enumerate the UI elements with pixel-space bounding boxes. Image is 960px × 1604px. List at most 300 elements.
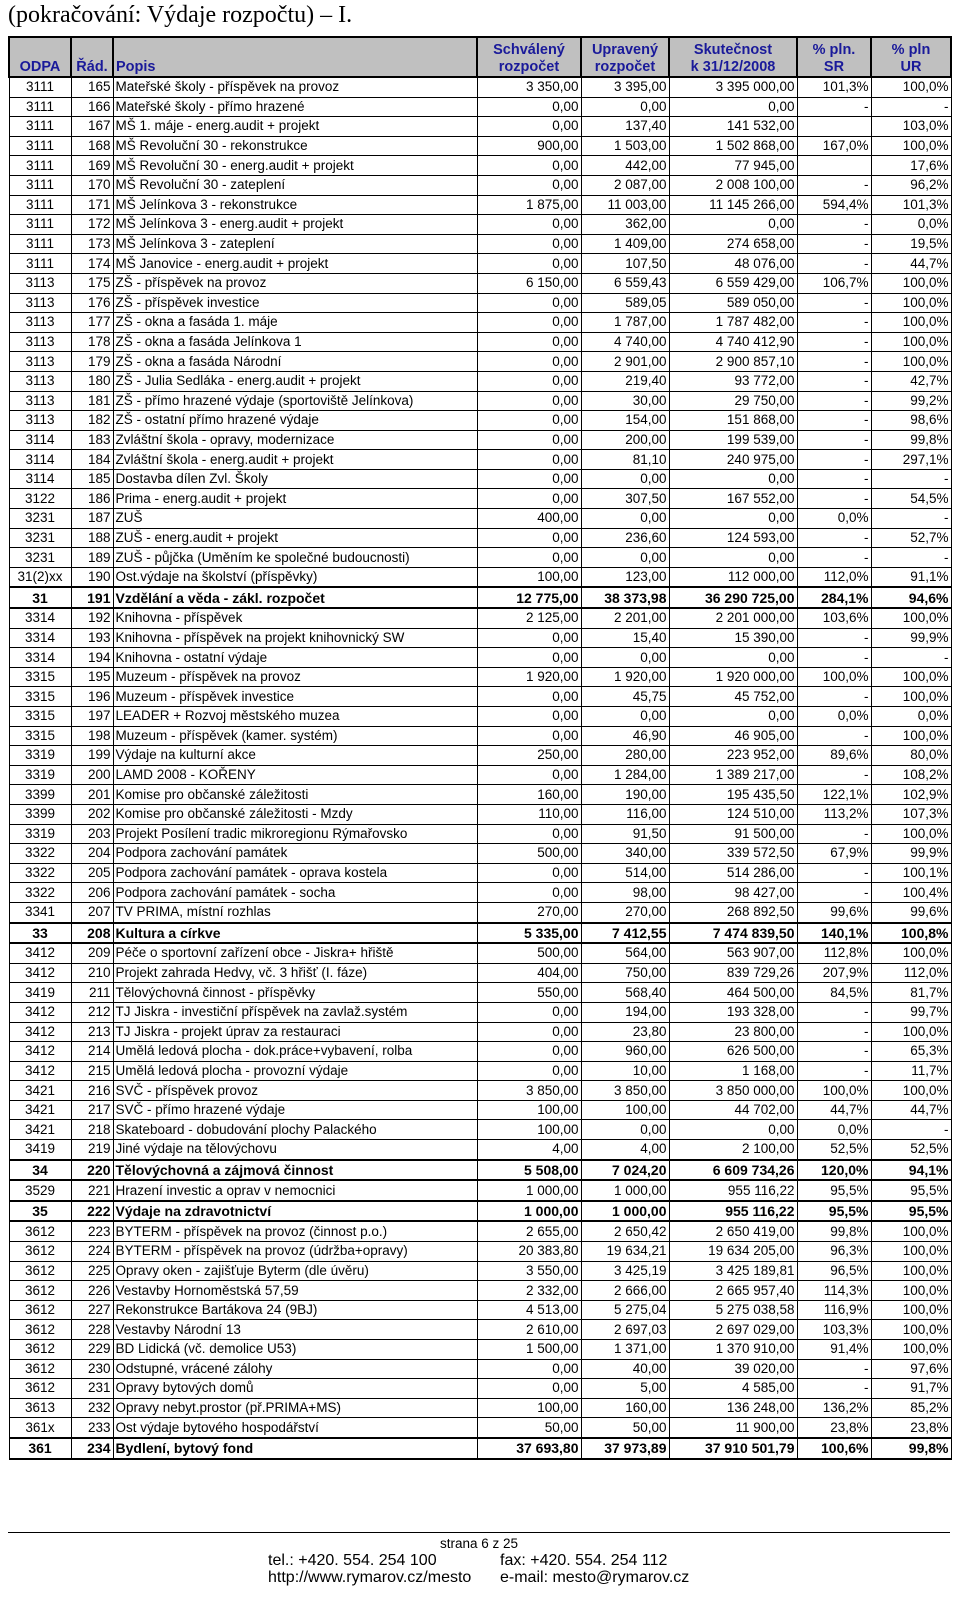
cell-schvaleny: 500,00 <box>477 844 581 864</box>
cell-upraveny: 15,40 <box>581 628 669 648</box>
cell-upraveny: 564,00 <box>581 943 669 963</box>
cell-schvaleny: 3 350,00 <box>477 77 581 97</box>
cell-upraveny: 137,40 <box>581 117 669 137</box>
cell-skutecnost: 37 910 501,79 <box>669 1438 797 1459</box>
cell-rad: 189 <box>71 548 113 568</box>
cell-odpa: 3612 <box>9 1300 71 1320</box>
cell-schvaleny: 2 125,00 <box>477 608 581 628</box>
cell-schvaleny: 0,00 <box>477 1022 581 1042</box>
cell-rad: 167 <box>71 117 113 137</box>
cell-pln-ur: 99,9% <box>871 844 951 864</box>
cell-rad: 205 <box>71 863 113 883</box>
cell-rad: 195 <box>71 667 113 687</box>
cell-pln-ur: 54,5% <box>871 489 951 509</box>
cell-rad: 207 <box>71 902 113 922</box>
cell-upraveny: 514,00 <box>581 863 669 883</box>
cell-skutecnost: 955 116,22 <box>669 1201 797 1222</box>
cell-pln-sr: - <box>797 863 871 883</box>
cell-rad: 193 <box>71 628 113 648</box>
cell-pln-ur: 100,0% <box>871 667 951 687</box>
table-row <box>9 1300 951 1320</box>
cell-upraveny: 50,00 <box>581 1418 669 1438</box>
cell-rad: 166 <box>71 97 113 117</box>
table-row <box>9 1022 951 1042</box>
cell-schvaleny: 110,00 <box>477 804 581 824</box>
cell-rad: 200 <box>71 765 113 785</box>
cell-popis: ZŠ - Julia Sedláka - energ.audit + projekt <box>113 371 477 391</box>
cell-odpa: 3113 <box>9 293 71 313</box>
cell-pln-sr: 96,3% <box>797 1242 871 1262</box>
cell-skutecnost: 44 702,00 <box>669 1100 797 1120</box>
cell-skutecnost: 514 286,00 <box>669 863 797 883</box>
cell-skutecnost: 268 892,50 <box>669 902 797 922</box>
cell-pln-ur: 99,8% <box>871 1438 951 1459</box>
cell-odpa: 3412 <box>9 1022 71 1042</box>
cell-upraveny: 0,00 <box>581 707 669 727</box>
table-row <box>9 1042 951 1062</box>
cell-rad: 228 <box>71 1320 113 1340</box>
table-body <box>9 77 951 1459</box>
cell-popis: Zvláštní škola - opravy, modernizace <box>113 430 477 450</box>
cell-pln-sr: - <box>797 411 871 431</box>
cell-upraveny: 2 697,03 <box>581 1320 669 1340</box>
cell-pln-sr: - <box>797 1002 871 1022</box>
cell-rad: 223 <box>71 1221 113 1241</box>
cell-skutecnost: 45 752,00 <box>669 687 797 707</box>
cell-schvaleny: 0,00 <box>477 293 581 313</box>
cell-rad: 213 <box>71 1022 113 1042</box>
cell-pln-ur: 0,0% <box>871 215 951 235</box>
cell-upraveny: 1 503,00 <box>581 136 669 156</box>
footer-email-link[interactable]: e-mail: mesto@rymarov.cz <box>500 1569 690 1586</box>
cell-odpa: 3113 <box>9 273 71 293</box>
cell-upraveny: 6 559,43 <box>581 273 669 293</box>
cell-pln-ur: 44,7% <box>871 1100 951 1120</box>
cell-rad: 198 <box>71 726 113 746</box>
cell-pln-sr: 91,4% <box>797 1340 871 1360</box>
cell-upraveny: 236,60 <box>581 528 669 548</box>
cell-popis: Umělá ledová plocha - dok.práce+vybavení, rolba <box>113 1042 477 1062</box>
cell-skutecnost: 11 900,00 <box>669 1418 797 1438</box>
cell-upraveny: 3 425,19 <box>581 1261 669 1281</box>
col-rad-header: Řád. <box>71 37 113 77</box>
cell-upraveny: 4,00 <box>581 1140 669 1160</box>
cell-pln-sr: 100,0% <box>797 1081 871 1101</box>
cell-rad: 201 <box>71 785 113 805</box>
table-row <box>9 1398 951 1418</box>
cell-rad: 218 <box>71 1120 113 1140</box>
cell-upraveny: 11 003,00 <box>581 195 669 215</box>
table-row <box>9 943 951 963</box>
cell-pln-sr: 114,3% <box>797 1281 871 1301</box>
cell-rad: 230 <box>71 1359 113 1379</box>
cell-odpa: 3111 <box>9 156 71 176</box>
cell-rad: 184 <box>71 450 113 470</box>
cell-rad: 211 <box>71 983 113 1003</box>
cell-odpa: 3314 <box>9 648 71 668</box>
cell-skutecnost: 46 905,00 <box>669 726 797 746</box>
table-row <box>9 687 951 707</box>
cell-schvaleny: 0,00 <box>477 528 581 548</box>
cell-odpa: 3114 <box>9 430 71 450</box>
cell-pln-ur: 100,0% <box>871 687 951 707</box>
cell-odpa: 3113 <box>9 411 71 431</box>
cell-odpa: 3322 <box>9 844 71 864</box>
cell-odpa: 361x <box>9 1418 71 1438</box>
cell-pln-sr: 52,5% <box>797 1140 871 1160</box>
cell-schvaleny: 0,00 <box>477 1061 581 1081</box>
cell-pln-sr: 100,6% <box>797 1438 871 1459</box>
cell-schvaleny: 100,00 <box>477 567 581 587</box>
cell-popis: Mateřské školy - přímo hrazené <box>113 97 477 117</box>
cell-skutecnost: 29 750,00 <box>669 391 797 411</box>
cell-odpa: 3319 <box>9 824 71 844</box>
footer-fax: fax: +420. 554. 254 112 <box>500 1552 668 1569</box>
table-row <box>9 509 951 529</box>
cell-pln-sr: 0,0% <box>797 509 871 529</box>
cell-schvaleny: 404,00 <box>477 963 581 983</box>
cell-upraveny: 5 275,04 <box>581 1300 669 1320</box>
cell-odpa: 361 <box>9 1438 71 1459</box>
cell-rad: 234 <box>71 1438 113 1459</box>
cell-popis: Rekonstrukce Bartákova 24 (9BJ) <box>113 1300 477 1320</box>
cell-schvaleny: 0,00 <box>477 156 581 176</box>
col-popis-header: Popis <box>113 37 477 77</box>
cell-pln-ur: 94,6% <box>871 587 951 608</box>
cell-upraveny: 4 740,00 <box>581 332 669 352</box>
table-row <box>9 273 951 293</box>
cell-pln-ur: 100,0% <box>871 824 951 844</box>
cell-odpa: 3341 <box>9 902 71 922</box>
cell-pln-sr: 0,0% <box>797 1120 871 1140</box>
cell-odpa: 3315 <box>9 687 71 707</box>
cell-pln-sr: 284,1% <box>797 587 871 608</box>
cell-schvaleny: 0,00 <box>477 391 581 411</box>
cell-popis: SVČ - přímo hrazené výdaje <box>113 1100 477 1120</box>
cell-schvaleny: 20 383,80 <box>477 1242 581 1262</box>
cell-rad: 219 <box>71 1140 113 1160</box>
cell-pln-sr: - <box>797 175 871 195</box>
table-row <box>9 1261 951 1281</box>
cell-odpa: 3419 <box>9 983 71 1003</box>
cell-pln-sr: - <box>797 1022 871 1042</box>
cell-upraveny: 2 650,42 <box>581 1221 669 1241</box>
cell-pln-ur: 100,0% <box>871 1081 951 1101</box>
cell-popis: TJ Jiskra - projekt úprav za restauraci <box>113 1022 477 1042</box>
cell-odpa: 3419 <box>9 1140 71 1160</box>
cell-schvaleny: 4 513,00 <box>477 1300 581 1320</box>
budget-table <box>8 36 952 1460</box>
cell-pln-ur: 94,1% <box>871 1160 951 1181</box>
cell-popis: ZŠ - příspěvek na provoz <box>113 273 477 293</box>
cell-upraveny: 340,00 <box>581 844 669 864</box>
cell-pln-sr: 99,8% <box>797 1221 871 1241</box>
cell-schvaleny: 0,00 <box>477 430 581 450</box>
cell-rad: 191 <box>71 587 113 608</box>
cell-popis: Podpora zachování památek - oprava kostela <box>113 863 477 883</box>
cell-popis: Mateřské školy - příspěvek na provoz <box>113 77 477 97</box>
cell-popis: Knihovna - příspěvek <box>113 608 477 628</box>
footer-website-link[interactable]: http://www.rymarov.cz/mesto <box>268 1569 472 1586</box>
cell-rad: 214 <box>71 1042 113 1062</box>
table-row-subtotal <box>9 1438 951 1459</box>
cell-skutecnost: 6 609 734,26 <box>669 1160 797 1181</box>
cell-odpa: 3412 <box>9 1061 71 1081</box>
cell-odpa: 3113 <box>9 352 71 372</box>
cell-rad: 183 <box>71 430 113 450</box>
cell-odpa: 31(2)xx <box>9 567 71 587</box>
cell-odpa: 3122 <box>9 489 71 509</box>
cell-schvaleny: 1 500,00 <box>477 1340 581 1360</box>
cell-popis: TV PRIMA, místní rozhlas <box>113 902 477 922</box>
cell-skutecnost: 2 900 857,10 <box>669 352 797 372</box>
table-row <box>9 1100 951 1120</box>
cell-skutecnost: 2 008 100,00 <box>669 175 797 195</box>
cell-skutecnost: 7 474 839,50 <box>669 923 797 944</box>
cell-skutecnost: 0,00 <box>669 1120 797 1140</box>
cell-popis: Skateboard - dobudování plochy Palackého <box>113 1120 477 1140</box>
cell-odpa: 33 <box>9 923 71 944</box>
cell-odpa: 3412 <box>9 1002 71 1022</box>
cell-upraveny: 7 024,20 <box>581 1160 669 1181</box>
cell-rad: 204 <box>71 844 113 864</box>
page-number: strana 6 z 25 <box>439 1536 519 1551</box>
cell-upraveny: 40,00 <box>581 1359 669 1379</box>
cell-skutecnost: 0,00 <box>669 648 797 668</box>
cell-pln-sr: 100,0% <box>797 667 871 687</box>
cell-pln-ur: - <box>871 648 951 668</box>
cell-popis: MŠ Revoluční 30 - zateplení <box>113 175 477 195</box>
cell-schvaleny: 6 150,00 <box>477 273 581 293</box>
cell-pln-sr: 95,5% <box>797 1201 871 1222</box>
cell-schvaleny: 5 508,00 <box>477 1160 581 1181</box>
cell-pln-ur: 11,7% <box>871 1061 951 1081</box>
cell-skutecnost: 193 328,00 <box>669 1002 797 1022</box>
cell-popis: Knihovna - ostatní výdaje <box>113 648 477 668</box>
cell-skutecnost: 11 145 266,00 <box>669 195 797 215</box>
table-row <box>9 548 951 568</box>
table-row <box>9 469 951 489</box>
cell-rad: 222 <box>71 1201 113 1222</box>
cell-pln-sr: - <box>797 1042 871 1062</box>
cell-popis: MŠ 1. máje - energ.audit + projekt <box>113 117 477 137</box>
cell-pln-sr: - <box>797 824 871 844</box>
cell-upraveny: 3 850,00 <box>581 1081 669 1101</box>
cell-rad: 173 <box>71 234 113 254</box>
cell-skutecnost: 1 787 482,00 <box>669 313 797 333</box>
table-row <box>9 608 951 628</box>
cell-upraveny: 442,00 <box>581 156 669 176</box>
cell-pln-sr <box>797 117 871 137</box>
cell-rad: 209 <box>71 943 113 963</box>
cell-upraveny: 1 371,00 <box>581 1340 669 1360</box>
cell-pln-ur: 100,0% <box>871 726 951 746</box>
cell-rad: 202 <box>71 804 113 824</box>
cell-odpa: 3412 <box>9 963 71 983</box>
cell-pln-sr: - <box>797 726 871 746</box>
cell-rad: 210 <box>71 963 113 983</box>
cell-pln-ur: 101,3% <box>871 195 951 215</box>
cell-popis: ZŠ - okna a fasáda Jelínkova 1 <box>113 332 477 352</box>
cell-upraveny: 1 787,00 <box>581 313 669 333</box>
cell-skutecnost: 955 116,22 <box>669 1180 797 1201</box>
cell-pln-ur: 100,8% <box>871 923 951 944</box>
table-row-subtotal <box>9 923 951 944</box>
cell-pln-ur: 99,6% <box>871 902 951 922</box>
cell-pln-ur: 42,7% <box>871 371 951 391</box>
cell-upraveny: 154,00 <box>581 411 669 431</box>
cell-skutecnost: 0,00 <box>669 97 797 117</box>
cell-odpa: 3111 <box>9 77 71 97</box>
cell-skutecnost: 6 559 429,00 <box>669 273 797 293</box>
cell-popis: Opravy bytových domů <box>113 1379 477 1399</box>
cell-upraveny: 0,00 <box>581 97 669 117</box>
cell-rad: 176 <box>71 293 113 313</box>
cell-schvaleny: 50,00 <box>477 1418 581 1438</box>
cell-odpa: 3231 <box>9 509 71 529</box>
table-row-subtotal <box>9 1160 951 1181</box>
table-row <box>9 1242 951 1262</box>
cell-pln-ur: 0,0% <box>871 707 951 727</box>
table-row <box>9 234 951 254</box>
cell-odpa: 3322 <box>9 863 71 883</box>
cell-upraveny: 3 395,00 <box>581 77 669 97</box>
cell-schvaleny: 0,00 <box>477 1042 581 1062</box>
cell-rad: 186 <box>71 489 113 509</box>
cell-schvaleny: 0,00 <box>477 824 581 844</box>
cell-odpa: 3412 <box>9 1042 71 1062</box>
cell-skutecnost: 1 920 000,00 <box>669 667 797 687</box>
cell-pln-sr: - <box>797 469 871 489</box>
cell-pln-sr: 84,5% <box>797 983 871 1003</box>
cell-pln-ur: 107,3% <box>871 804 951 824</box>
cell-pln-sr: 594,4% <box>797 195 871 215</box>
cell-odpa: 3319 <box>9 765 71 785</box>
cell-skutecnost: 36 290 725,00 <box>669 587 797 608</box>
cell-odpa: 3612 <box>9 1340 71 1360</box>
cell-pln-ur: 100,0% <box>871 352 951 372</box>
cell-popis: SVČ - příspěvek provoz <box>113 1081 477 1101</box>
cell-schvaleny: 1 000,00 <box>477 1201 581 1222</box>
table-row <box>9 332 951 352</box>
cell-skutecnost: 0,00 <box>669 215 797 235</box>
cell-upraveny: 98,00 <box>581 883 669 903</box>
cell-odpa: 3231 <box>9 548 71 568</box>
cell-schvaleny: 4,00 <box>477 1140 581 1160</box>
table-row-subtotal <box>9 587 951 608</box>
cell-popis: Kultura a církve <box>113 923 477 944</box>
cell-rad: 224 <box>71 1242 113 1262</box>
cell-odpa: 3612 <box>9 1261 71 1281</box>
table-row <box>9 726 951 746</box>
cell-pln-ur: 95,5% <box>871 1201 951 1222</box>
cell-rad: 187 <box>71 509 113 529</box>
cell-popis: Vzdělání a věda - zákl. rozpočet <box>113 587 477 608</box>
cell-schvaleny: 0,00 <box>477 1002 581 1022</box>
cell-upraveny: 1 920,00 <box>581 667 669 687</box>
table-row <box>9 254 951 274</box>
cell-upraveny: 91,50 <box>581 824 669 844</box>
cell-popis: ZŠ - příspěvek investice <box>113 293 477 313</box>
cell-pln-sr: 44,7% <box>797 1100 871 1120</box>
cell-pln-sr: 167,0% <box>797 136 871 156</box>
cell-pln-sr: - <box>797 371 871 391</box>
cell-skutecnost: 195 435,50 <box>669 785 797 805</box>
cell-skutecnost: 339 572,50 <box>669 844 797 864</box>
table-row <box>9 707 951 727</box>
cell-skutecnost: 2 201 000,00 <box>669 608 797 628</box>
cell-odpa: 3114 <box>9 450 71 470</box>
cell-schvaleny: 0,00 <box>477 215 581 235</box>
cell-schvaleny: 3 850,00 <box>477 1081 581 1101</box>
table-row <box>9 1140 951 1160</box>
table-row <box>9 97 951 117</box>
cell-popis: ZŠ - přímo hrazené výdaje (sportoviště Jelínkova) <box>113 391 477 411</box>
cell-pln-sr: 207,9% <box>797 963 871 983</box>
cell-popis: Péče o sportovní zařízení obce - Jiskra+ hřiště <box>113 943 477 963</box>
cell-rad: 215 <box>71 1061 113 1081</box>
cell-popis: Zvláštní škola - energ.audit + projekt <box>113 450 477 470</box>
cell-pln-sr: - <box>797 215 871 235</box>
cell-skutecnost: 3 850 000,00 <box>669 1081 797 1101</box>
cell-odpa: 3612 <box>9 1379 71 1399</box>
table-row <box>9 391 951 411</box>
cell-rad: 165 <box>71 77 113 97</box>
cell-pln-sr: - <box>797 628 871 648</box>
cell-pln-sr: 136,2% <box>797 1398 871 1418</box>
cell-schvaleny: 0,00 <box>477 254 581 274</box>
table-row <box>9 1061 951 1081</box>
cell-popis: Muzeum - příspěvek na provoz <box>113 667 477 687</box>
cell-rad: 169 <box>71 156 113 176</box>
table-row <box>9 983 951 1003</box>
table-row <box>9 1379 951 1399</box>
cell-pln-ur: - <box>871 97 951 117</box>
cell-pln-ur: 100,0% <box>871 1242 951 1262</box>
cell-odpa: 3113 <box>9 332 71 352</box>
cell-pln-ur: 100,0% <box>871 293 951 313</box>
cell-upraveny: 2 087,00 <box>581 175 669 195</box>
cell-rad: 220 <box>71 1160 113 1181</box>
col-odpa-header: ODPA <box>9 37 71 77</box>
cell-skutecnost: 77 945,00 <box>669 156 797 176</box>
cell-popis: Výdaje na kulturní akce <box>113 746 477 766</box>
cell-rad: 217 <box>71 1100 113 1120</box>
cell-pln-sr: - <box>797 548 871 568</box>
cell-popis: Projekt zahrada Hedvy, vč. 3 hřišť (I. fáze) <box>113 963 477 983</box>
cell-skutecnost: 1 502 868,00 <box>669 136 797 156</box>
cell-schvaleny: 0,00 <box>477 883 581 903</box>
cell-rad: 185 <box>71 469 113 489</box>
cell-odpa: 3529 <box>9 1180 71 1201</box>
cell-skutecnost: 1 168,00 <box>669 1061 797 1081</box>
cell-odpa: 3421 <box>9 1120 71 1140</box>
cell-pln-sr: - <box>797 391 871 411</box>
cell-pln-sr: 120,0% <box>797 1160 871 1181</box>
cell-pln-sr: 89,6% <box>797 746 871 766</box>
cell-pln-ur: - <box>871 1120 951 1140</box>
table-row <box>9 77 951 97</box>
cell-pln-ur: 91,7% <box>871 1379 951 1399</box>
cell-popis: MŠ Janovice - energ.audit + projekt <box>113 254 477 274</box>
cell-schvaleny: 250,00 <box>477 746 581 766</box>
cell-popis: LEADER + Rozvoj městského muzea <box>113 707 477 727</box>
cell-rad: 199 <box>71 746 113 766</box>
cell-popis: Muzeum - příspěvek investice <box>113 687 477 707</box>
cell-rad: 179 <box>71 352 113 372</box>
cell-pln-ur: 99,8% <box>871 430 951 450</box>
cell-pln-ur: 52,7% <box>871 528 951 548</box>
